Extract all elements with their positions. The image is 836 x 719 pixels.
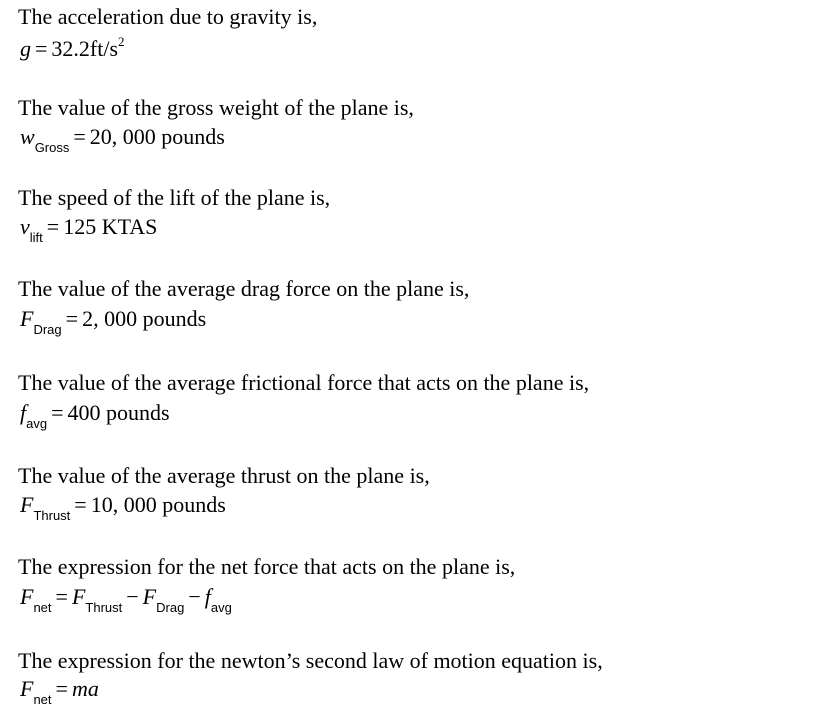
equals-sign: =: [46, 214, 60, 239]
equals-sign: =: [55, 676, 68, 701]
drag-force-equation: [20, 306, 206, 335]
gravity-unit: ft/s: [89, 36, 119, 61]
net-force-subscript: net: [33, 600, 52, 615]
gross-weight-subscript: Gross: [34, 140, 70, 155]
lift-speed-symbol: v: [20, 214, 30, 239]
equals-sign: =: [51, 400, 64, 425]
thrust-unit: pounds: [162, 492, 226, 517]
thrust-equation: [20, 492, 226, 521]
newton-force-symbol: F: [20, 676, 34, 701]
gross-weight-sentence: The value of the gross weight of the plane is,: [18, 95, 414, 120]
newton-force-subscript: net: [33, 692, 52, 707]
lift-speed-equation: [20, 214, 157, 243]
minus-sign: −: [188, 584, 201, 609]
drag-force-value: 2, 000: [82, 306, 138, 331]
net-force-equation: [20, 584, 232, 613]
drag-term-subscript: Drag: [156, 600, 185, 615]
minus-sign: −: [126, 584, 139, 609]
friction-force-symbol: f: [20, 400, 27, 425]
thrust-symbol: F: [20, 492, 34, 517]
drag-force-symbol: F: [20, 306, 34, 331]
friction-force-subscript: avg: [26, 416, 48, 431]
friction-term-subscript: avg: [210, 600, 232, 615]
net-force-symbol: F: [20, 584, 34, 609]
thrust-subscript: Thrust: [33, 508, 71, 523]
gravity-equation: [20, 36, 125, 65]
drag-term-symbol: F: [142, 584, 157, 609]
gravity-value: 32.2: [51, 36, 90, 61]
friction-force-sentence: The value of the average frictional force that acts on the plane is,: [18, 370, 590, 395]
gross-weight-value: 20, 000: [89, 124, 156, 149]
equals-sign: =: [74, 492, 87, 517]
drag-force-subscript: Drag: [33, 322, 62, 337]
thrust-value: 10, 000: [90, 492, 157, 517]
drag-force-sentence: The value of the average drag force on the plane is,: [18, 276, 470, 301]
lift-speed-value: 125: [63, 214, 97, 239]
gravity-symbol: g: [20, 36, 31, 61]
gravity-unit-exponent: 2: [118, 34, 125, 49]
lift-speed-unit: KTAS: [101, 214, 158, 239]
friction-force-unit: pounds: [106, 400, 170, 425]
equals-sign: =: [55, 584, 68, 609]
mass-acceleration-product: ma: [71, 676, 99, 701]
newton-law-sentence: The expression for the newton’s second law of motion equation is,: [18, 648, 603, 673]
gross-weight-symbol: w: [20, 124, 35, 149]
gross-weight-equation: [20, 124, 225, 153]
lift-speed-subscript: lift: [29, 230, 43, 245]
friction-force-value: 400: [67, 400, 101, 425]
gravity-sentence: The acceleration due to gravity is,: [18, 4, 318, 29]
drag-force-unit: pounds: [142, 306, 207, 331]
thrust-term-symbol: F: [71, 584, 86, 609]
thrust-term-subscript: Thrust: [85, 600, 123, 615]
friction-force-equation: [20, 400, 170, 429]
lift-speed-sentence: The speed of the lift of the plane is,: [18, 185, 331, 210]
equals-sign: =: [73, 124, 86, 149]
net-force-sentence: The expression for the net force that acts on the plane is,: [18, 554, 516, 579]
gross-weight-unit: pounds: [161, 124, 225, 149]
thrust-sentence: The value of the average thrust on the plane is,: [18, 463, 430, 488]
friction-term-symbol: f: [204, 584, 211, 609]
equals-sign: =: [35, 36, 48, 61]
equals-sign: =: [65, 306, 79, 331]
newton-law-equation: [20, 676, 99, 705]
